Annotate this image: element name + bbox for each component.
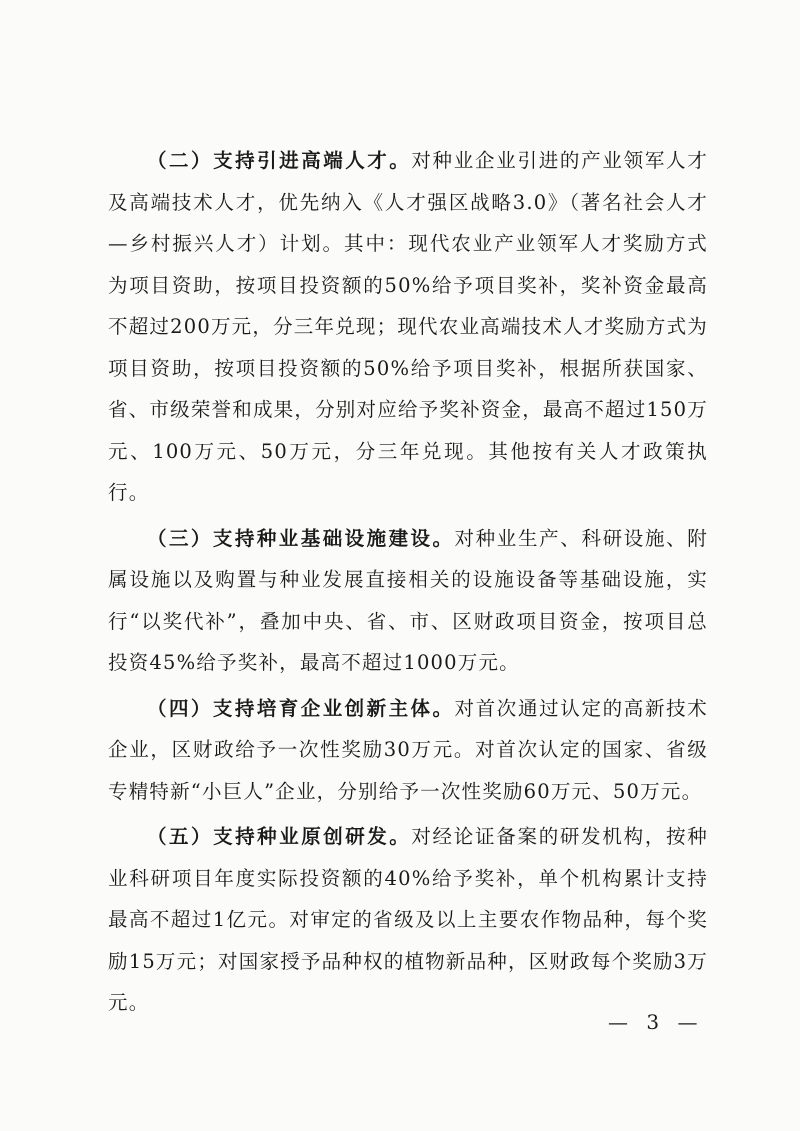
section-heading-talent: （二）支持引进高端人才。 xyxy=(147,149,412,172)
paragraph-innovation xyxy=(108,688,708,813)
section-heading-innovation: （四）支持培育企业创新主体。 xyxy=(147,696,455,720)
section-heading-infrastructure: （三）支持种业基础设施建设。 xyxy=(147,526,455,550)
paragraph-talent xyxy=(108,140,708,514)
section-text-innovation: 对首次通过认定的高新技术企业，区财政给予一次性奖励30万元。对首次认定的国家、省级专精特新“小巨人”企业，分别给予一次性奖励60万元、50万元。 xyxy=(108,696,708,803)
paragraph-research xyxy=(108,816,708,1024)
paragraph-infrastructure xyxy=(108,518,708,684)
section-text-talent: 对种业企业引进的产业领军人才及高端技术人才，优先纳入《人才强区战略3.0》（著名社会人才—乡村振兴人才）计划。其中：现代农业产业领军人才奖励方式为项目资助，按项目投资额的50%给予项目奖补，奖补资金最高不超过200万元，分三年兑现；现代农业高端技术人才奖励方式为项目资助，按项目投资额的50%给予项目奖补，根据所获国家、省、市级荣誉和成果，分别对应给予奖补资金，最高不超过150万元、100万元、50万元，分三年兑现。其他按有关人才政策执行。 xyxy=(108,149,708,504)
section-text-infrastructure: 对种业生产、科研设施、附属设施以及购置与种业发展直接相关的设施设备等基础设施，实行“以奖代补”，叠加中央、省、市、区财政项目资金，按项目总投资45%给予奖补，最高不超过1000万元。 xyxy=(108,526,708,674)
section-text-research: 对经论证备案的研发机构，按种业科研项目年度实际投资额的40%给予奖补，单个机构累计支持最高不超过1亿元。对审定的省级及以上主要农作物品种，每个奖励15万元；对国家授予品种权的植物新品种，区财政每个奖励3万元。 xyxy=(108,825,708,1014)
section-heading-research: （五）支持种业原创研发。 xyxy=(147,825,412,848)
document-body xyxy=(108,140,708,1028)
page-number: — 3 — xyxy=(608,1010,704,1034)
